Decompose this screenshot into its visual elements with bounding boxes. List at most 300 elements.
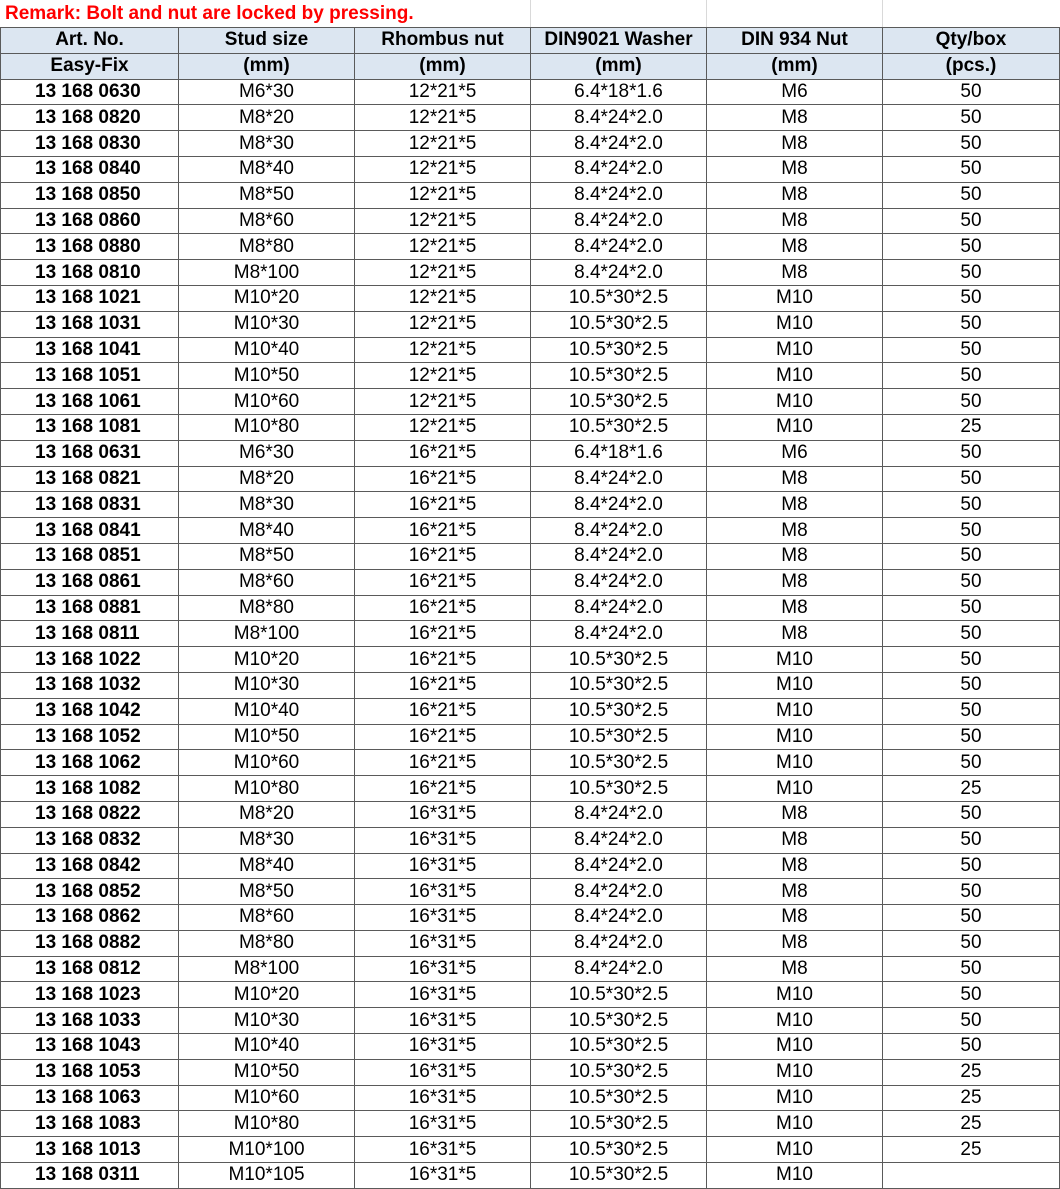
cell-washer: 10.5*30*2.5 [531, 1059, 707, 1085]
table-row [1, 389, 1060, 415]
table-row [1, 956, 1060, 982]
cell-washer: 8.4*24*2.0 [531, 182, 707, 208]
header-unit-stud: (mm) [179, 53, 355, 79]
cell-rhombus-nut: 16*31*5 [355, 1034, 531, 1060]
cell-rhombus-nut: 16*21*5 [355, 543, 531, 569]
cell-art-no: 13 168 1021 [1, 285, 179, 311]
table-row [1, 1111, 1060, 1137]
cell-qty: 50 [883, 182, 1060, 208]
table-row [1, 466, 1060, 492]
header-unit-washer: (mm) [531, 53, 707, 79]
cell-nut: M10 [707, 776, 883, 802]
cell-qty [883, 1163, 1060, 1189]
table-row [1, 621, 1060, 647]
table-row [1, 363, 1060, 389]
cell-qty: 50 [883, 131, 1060, 157]
cell-nut: M10 [707, 1085, 883, 1111]
cell-stud-size: M10*30 [179, 311, 355, 337]
cell-rhombus-nut: 16*31*5 [355, 1085, 531, 1111]
cell-washer: 8.4*24*2.0 [531, 956, 707, 982]
cell-qty: 50 [883, 621, 1060, 647]
table-header [1, 28, 1060, 80]
cell-rhombus-nut: 16*21*5 [355, 569, 531, 595]
header-rhombus-nut: Rhombus nut [355, 28, 531, 54]
cell-washer: 6.4*18*1.6 [531, 79, 707, 105]
cell-art-no: 13 168 0882 [1, 930, 179, 956]
cell-washer: 10.5*30*2.5 [531, 389, 707, 415]
cell-rhombus-nut: 16*21*5 [355, 672, 531, 698]
cell-qty: 50 [883, 956, 1060, 982]
cell-qty: 50 [883, 156, 1060, 182]
cell-nut: M8 [707, 234, 883, 260]
cell-art-no: 13 168 1062 [1, 750, 179, 776]
cell-washer: 10.5*30*2.5 [531, 982, 707, 1008]
cell-rhombus-nut: 16*31*5 [355, 1008, 531, 1034]
cell-washer: 10.5*30*2.5 [531, 1034, 707, 1060]
cell-nut: M10 [707, 698, 883, 724]
cell-nut: M10 [707, 1111, 883, 1137]
cell-art-no: 13 168 0862 [1, 905, 179, 931]
table-row [1, 982, 1060, 1008]
cell-stud-size: M10*60 [179, 1085, 355, 1111]
cell-nut: M10 [707, 285, 883, 311]
cell-qty: 50 [883, 337, 1060, 363]
table-row [1, 569, 1060, 595]
cell-art-no: 13 168 1033 [1, 1008, 179, 1034]
table-row [1, 827, 1060, 853]
cell-nut: M8 [707, 621, 883, 647]
cell-stud-size: M8*40 [179, 853, 355, 879]
cell-washer: 8.4*24*2.0 [531, 853, 707, 879]
table-row [1, 930, 1060, 956]
cell-nut: M8 [707, 518, 883, 544]
cell-stud-size: M10*30 [179, 672, 355, 698]
cell-qty: 50 [883, 543, 1060, 569]
cell-art-no: 13 168 0311 [1, 1163, 179, 1189]
cell-qty: 50 [883, 1034, 1060, 1060]
cell-rhombus-nut: 12*21*5 [355, 414, 531, 440]
cell-stud-size: M8*30 [179, 827, 355, 853]
cell-qty: 25 [883, 776, 1060, 802]
cell-washer: 10.5*30*2.5 [531, 1008, 707, 1034]
cell-art-no: 13 168 1083 [1, 1111, 179, 1137]
table-row [1, 647, 1060, 673]
table-row [1, 440, 1060, 466]
cell-art-no: 13 168 0831 [1, 492, 179, 518]
header-washer: DIN9021 Washer [531, 28, 707, 54]
cell-washer: 8.4*24*2.0 [531, 543, 707, 569]
cell-stud-size: M10*105 [179, 1163, 355, 1189]
table-row [1, 776, 1060, 802]
table-row [1, 156, 1060, 182]
cell-nut: M8 [707, 569, 883, 595]
cell-art-no: 13 168 1013 [1, 1137, 179, 1163]
cell-art-no: 13 168 1052 [1, 724, 179, 750]
cell-qty: 50 [883, 698, 1060, 724]
cell-qty: 50 [883, 595, 1060, 621]
cell-qty: 50 [883, 518, 1060, 544]
cell-rhombus-nut: 16*31*5 [355, 1059, 531, 1085]
cell-stud-size: M8*50 [179, 879, 355, 905]
cell-rhombus-nut: 12*21*5 [355, 208, 531, 234]
cell-rhombus-nut: 16*21*5 [355, 466, 531, 492]
cell-stud-size: M10*20 [179, 285, 355, 311]
cell-art-no: 13 168 0810 [1, 260, 179, 286]
cell-nut: M8 [707, 105, 883, 131]
cell-rhombus-nut: 12*21*5 [355, 337, 531, 363]
cell-qty: 50 [883, 801, 1060, 827]
cell-rhombus-nut: 12*21*5 [355, 156, 531, 182]
cell-nut: M8 [707, 466, 883, 492]
cell-washer: 8.4*24*2.0 [531, 466, 707, 492]
cell-stud-size: M10*50 [179, 363, 355, 389]
cell-rhombus-nut: 12*21*5 [355, 285, 531, 311]
cell-art-no: 13 168 1053 [1, 1059, 179, 1085]
cell-nut: M8 [707, 182, 883, 208]
table-row [1, 698, 1060, 724]
cell-nut: M10 [707, 389, 883, 415]
cell-washer: 8.4*24*2.0 [531, 905, 707, 931]
remark-text: Remark: Bolt and nut are locked by pressing. [5, 3, 414, 24]
cell-qty: 25 [883, 1137, 1060, 1163]
cell-nut: M10 [707, 672, 883, 698]
cell-washer: 8.4*24*2.0 [531, 621, 707, 647]
cell-stud-size: M10*50 [179, 724, 355, 750]
table-row [1, 105, 1060, 131]
cell-nut: M10 [707, 1008, 883, 1034]
table-row [1, 182, 1060, 208]
cell-nut: M8 [707, 930, 883, 956]
header-nut: DIN 934 Nut [707, 28, 883, 54]
cell-rhombus-nut: 12*21*5 [355, 182, 531, 208]
cell-nut: M10 [707, 1137, 883, 1163]
cell-washer: 8.4*24*2.0 [531, 930, 707, 956]
cell-art-no: 13 168 1081 [1, 414, 179, 440]
table-row [1, 285, 1060, 311]
cell-rhombus-nut: 16*31*5 [355, 853, 531, 879]
cell-rhombus-nut: 16*31*5 [355, 1163, 531, 1189]
cell-nut: M10 [707, 363, 883, 389]
cell-qty: 50 [883, 982, 1060, 1008]
cell-qty: 50 [883, 440, 1060, 466]
cell-washer: 8.4*24*2.0 [531, 208, 707, 234]
cell-stud-size: M10*50 [179, 1059, 355, 1085]
cell-qty: 25 [883, 1085, 1060, 1111]
cell-rhombus-nut: 16*21*5 [355, 750, 531, 776]
cell-stud-size: M8*100 [179, 621, 355, 647]
cell-nut: M8 [707, 595, 883, 621]
cell-rhombus-nut: 16*21*5 [355, 724, 531, 750]
table-row [1, 1034, 1060, 1060]
cell-washer: 8.4*24*2.0 [531, 801, 707, 827]
cell-qty: 50 [883, 208, 1060, 234]
cell-nut: M6 [707, 79, 883, 105]
cell-washer: 10.5*30*2.5 [531, 1137, 707, 1163]
cell-washer: 10.5*30*2.5 [531, 724, 707, 750]
cell-nut: M8 [707, 853, 883, 879]
header-unit-nut: (mm) [707, 53, 883, 79]
cell-nut: M8 [707, 260, 883, 286]
sheet-gridline [882, 0, 883, 27]
cell-rhombus-nut: 12*21*5 [355, 105, 531, 131]
cell-nut: M8 [707, 905, 883, 931]
table-row [1, 337, 1060, 363]
cell-rhombus-nut: 16*21*5 [355, 698, 531, 724]
cell-stud-size: M10*30 [179, 1008, 355, 1034]
cell-art-no: 13 168 0630 [1, 79, 179, 105]
cell-rhombus-nut: 16*31*5 [355, 956, 531, 982]
cell-rhombus-nut: 16*21*5 [355, 647, 531, 673]
cell-art-no: 13 168 0860 [1, 208, 179, 234]
cell-qty: 25 [883, 414, 1060, 440]
cell-nut: M8 [707, 156, 883, 182]
cell-nut: M10 [707, 982, 883, 1008]
table-row [1, 724, 1060, 750]
cell-washer: 10.5*30*2.5 [531, 1163, 707, 1189]
cell-art-no: 13 168 0840 [1, 156, 179, 182]
cell-washer: 10.5*30*2.5 [531, 363, 707, 389]
cell-stud-size: M8*20 [179, 801, 355, 827]
cell-stud-size: M8*60 [179, 569, 355, 595]
cell-nut: M10 [707, 1034, 883, 1060]
cell-qty: 50 [883, 853, 1060, 879]
table-row [1, 492, 1060, 518]
cell-art-no: 13 168 0880 [1, 234, 179, 260]
cell-qty: 50 [883, 389, 1060, 415]
cell-qty: 50 [883, 466, 1060, 492]
table-row [1, 801, 1060, 827]
cell-washer: 8.4*24*2.0 [531, 518, 707, 544]
cell-washer: 8.4*24*2.0 [531, 234, 707, 260]
table-row [1, 1085, 1060, 1111]
cell-qty: 25 [883, 1059, 1060, 1085]
cell-qty: 50 [883, 492, 1060, 518]
cell-rhombus-nut: 16*21*5 [355, 776, 531, 802]
cell-nut: M10 [707, 1163, 883, 1189]
cell-washer: 10.5*30*2.5 [531, 1085, 707, 1111]
cell-qty: 50 [883, 930, 1060, 956]
cell-rhombus-nut: 16*31*5 [355, 827, 531, 853]
cell-stud-size: M10*80 [179, 414, 355, 440]
cell-art-no: 13 168 1031 [1, 311, 179, 337]
cell-qty: 50 [883, 79, 1060, 105]
cell-stud-size: M10*60 [179, 389, 355, 415]
header-row-titles [1, 28, 1060, 54]
table-row [1, 905, 1060, 931]
cell-rhombus-nut: 16*21*5 [355, 440, 531, 466]
cell-washer: 8.4*24*2.0 [531, 595, 707, 621]
cell-nut: M8 [707, 492, 883, 518]
header-row-units [1, 53, 1060, 79]
cell-art-no: 13 168 0852 [1, 879, 179, 905]
cell-qty: 50 [883, 905, 1060, 931]
cell-washer: 10.5*30*2.5 [531, 647, 707, 673]
cell-art-no: 13 168 0821 [1, 466, 179, 492]
cell-art-no: 13 168 1042 [1, 698, 179, 724]
cell-washer: 8.4*24*2.0 [531, 569, 707, 595]
table-body [1, 79, 1060, 1188]
cell-rhombus-nut: 16*31*5 [355, 801, 531, 827]
cell-nut: M10 [707, 311, 883, 337]
cell-stud-size: M8*80 [179, 595, 355, 621]
cell-qty: 50 [883, 827, 1060, 853]
cell-stud-size: M6*30 [179, 440, 355, 466]
cell-art-no: 13 168 0830 [1, 131, 179, 157]
cell-qty: 25 [883, 1111, 1060, 1137]
header-easy-fix: Easy-Fix [1, 53, 179, 79]
cell-stud-size: M8*60 [179, 905, 355, 931]
cell-art-no: 13 168 1032 [1, 672, 179, 698]
cell-qty: 50 [883, 285, 1060, 311]
cell-art-no: 13 168 0881 [1, 595, 179, 621]
cell-rhombus-nut: 16*31*5 [355, 905, 531, 931]
cell-rhombus-nut: 12*21*5 [355, 389, 531, 415]
cell-stud-size: M8*100 [179, 260, 355, 286]
cell-stud-size: M8*50 [179, 543, 355, 569]
cell-art-no: 13 168 1051 [1, 363, 179, 389]
cell-nut: M8 [707, 879, 883, 905]
cell-stud-size: M8*20 [179, 105, 355, 131]
cell-washer: 8.4*24*2.0 [531, 156, 707, 182]
cell-washer: 10.5*30*2.5 [531, 698, 707, 724]
cell-stud-size: M8*30 [179, 131, 355, 157]
cell-stud-size: M8*100 [179, 956, 355, 982]
cell-stud-size: M8*80 [179, 930, 355, 956]
cell-washer: 10.5*30*2.5 [531, 1111, 707, 1137]
cell-qty: 50 [883, 1008, 1060, 1034]
table-row [1, 518, 1060, 544]
cell-rhombus-nut: 12*21*5 [355, 131, 531, 157]
cell-rhombus-nut: 12*21*5 [355, 260, 531, 286]
cell-rhombus-nut: 12*21*5 [355, 79, 531, 105]
table-row [1, 208, 1060, 234]
cell-washer: 10.5*30*2.5 [531, 750, 707, 776]
cell-rhombus-nut: 16*21*5 [355, 492, 531, 518]
table-row [1, 1008, 1060, 1034]
cell-nut: M6 [707, 440, 883, 466]
product-spec-table [0, 27, 1060, 1189]
sheet-gridline [706, 0, 707, 27]
cell-qty: 50 [883, 569, 1060, 595]
cell-art-no: 13 168 0631 [1, 440, 179, 466]
cell-nut: M10 [707, 1059, 883, 1085]
cell-nut: M10 [707, 647, 883, 673]
cell-washer: 6.4*18*1.6 [531, 440, 707, 466]
cell-art-no: 13 168 0850 [1, 182, 179, 208]
cell-art-no: 13 168 0842 [1, 853, 179, 879]
table-row [1, 234, 1060, 260]
cell-qty: 50 [883, 724, 1060, 750]
cell-nut: M10 [707, 750, 883, 776]
cell-rhombus-nut: 16*21*5 [355, 621, 531, 647]
cell-nut: M8 [707, 827, 883, 853]
cell-art-no: 13 168 1022 [1, 647, 179, 673]
table-row [1, 543, 1060, 569]
cell-rhombus-nut: 16*21*5 [355, 518, 531, 544]
cell-art-no: 13 168 0820 [1, 105, 179, 131]
cell-nut: M10 [707, 337, 883, 363]
cell-rhombus-nut: 12*21*5 [355, 234, 531, 260]
cell-stud-size: M10*40 [179, 698, 355, 724]
cell-art-no: 13 168 0861 [1, 569, 179, 595]
cell-qty: 50 [883, 750, 1060, 776]
cell-art-no: 13 168 0811 [1, 621, 179, 647]
cell-qty: 50 [883, 260, 1060, 286]
cell-washer: 8.4*24*2.0 [531, 879, 707, 905]
cell-stud-size: M10*80 [179, 776, 355, 802]
cell-stud-size: M10*20 [179, 982, 355, 1008]
table-row [1, 750, 1060, 776]
cell-stud-size: M10*100 [179, 1137, 355, 1163]
header-unit-qty: (pcs.) [883, 53, 1060, 79]
cell-qty: 50 [883, 234, 1060, 260]
cell-rhombus-nut: 16*31*5 [355, 982, 531, 1008]
cell-washer: 8.4*24*2.0 [531, 827, 707, 853]
cell-art-no: 13 168 1061 [1, 389, 179, 415]
cell-stud-size: M8*40 [179, 518, 355, 544]
cell-washer: 10.5*30*2.5 [531, 672, 707, 698]
cell-stud-size: M8*80 [179, 234, 355, 260]
table-row [1, 1163, 1060, 1189]
cell-stud-size: M10*20 [179, 647, 355, 673]
cell-nut: M8 [707, 543, 883, 569]
cell-qty: 50 [883, 311, 1060, 337]
header-qty-box: Qty/box [883, 28, 1060, 54]
cell-rhombus-nut: 12*21*5 [355, 311, 531, 337]
cell-rhombus-nut: 16*31*5 [355, 1137, 531, 1163]
cell-stud-size: M6*30 [179, 79, 355, 105]
cell-nut: M8 [707, 208, 883, 234]
cell-rhombus-nut: 16*31*5 [355, 1111, 531, 1137]
cell-qty: 50 [883, 105, 1060, 131]
cell-qty: 50 [883, 879, 1060, 905]
header-art-no: Art. No. [1, 28, 179, 54]
cell-washer: 8.4*24*2.0 [531, 492, 707, 518]
cell-art-no: 13 168 0851 [1, 543, 179, 569]
table-row [1, 595, 1060, 621]
table-row [1, 79, 1060, 105]
cell-art-no: 13 168 0841 [1, 518, 179, 544]
cell-rhombus-nut: 16*21*5 [355, 595, 531, 621]
cell-art-no: 13 168 1023 [1, 982, 179, 1008]
cell-stud-size: M8*30 [179, 492, 355, 518]
cell-stud-size: M10*80 [179, 1111, 355, 1137]
cell-stud-size: M8*60 [179, 208, 355, 234]
cell-washer: 10.5*30*2.5 [531, 414, 707, 440]
cell-stud-size: M10*60 [179, 750, 355, 776]
table-row [1, 311, 1060, 337]
table-row [1, 414, 1060, 440]
cell-art-no: 13 168 1063 [1, 1085, 179, 1111]
cell-art-no: 13 168 1082 [1, 776, 179, 802]
cell-washer: 10.5*30*2.5 [531, 337, 707, 363]
cell-art-no: 13 168 0832 [1, 827, 179, 853]
cell-rhombus-nut: 12*21*5 [355, 363, 531, 389]
table-row [1, 879, 1060, 905]
table-row [1, 853, 1060, 879]
cell-washer: 8.4*24*2.0 [531, 131, 707, 157]
table-row [1, 672, 1060, 698]
header-stud-size: Stud size [179, 28, 355, 54]
cell-qty: 50 [883, 672, 1060, 698]
cell-qty: 50 [883, 363, 1060, 389]
cell-nut: M8 [707, 131, 883, 157]
cell-nut: M10 [707, 724, 883, 750]
cell-nut: M8 [707, 801, 883, 827]
cell-washer: 10.5*30*2.5 [531, 311, 707, 337]
cell-art-no: 13 168 0812 [1, 956, 179, 982]
table-row [1, 260, 1060, 286]
